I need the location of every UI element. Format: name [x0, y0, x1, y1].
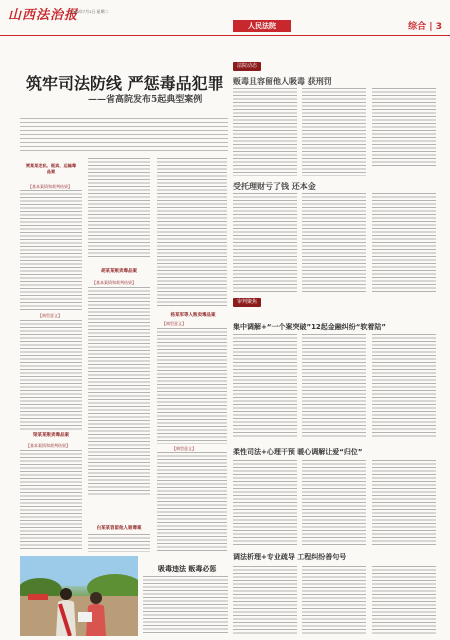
- main-subtitle: ——省高院发布5起典型案例: [88, 95, 203, 105]
- article2-col2: [302, 193, 366, 293]
- case3-tag: 【基本案情和裁判结果】: [92, 280, 136, 285]
- photo-illustration: [20, 556, 138, 636]
- col2-text-c: [88, 534, 150, 552]
- case1-body: [20, 190, 82, 310]
- masthead: [0, 0, 450, 36]
- photo-side-text: [143, 576, 228, 634]
- section-label-court-news: 法院动态: [233, 62, 261, 71]
- page-rubric: 综合 | 3: [408, 22, 442, 32]
- case1-heading: 贾某某走私、贩卖、运输毒品案: [25, 163, 77, 174]
- article2-title: 受托理财亏了钱 还本金: [233, 182, 316, 191]
- case4-significance: 【典型意义】: [172, 446, 196, 451]
- article1-title: 贩毒且容留他人吸毒 获刑罚: [233, 77, 332, 86]
- case4-heading: 杨某军等人贩卖毒品案: [170, 313, 216, 318]
- article3-col2: [302, 334, 366, 438]
- article4-col3: [372, 460, 436, 546]
- col3-text-b: [157, 328, 227, 444]
- section-label-trial-focus: 审判聚焦: [233, 298, 261, 307]
- case1-significance: 【典型意义】: [38, 313, 62, 318]
- col3-text-a: [157, 158, 227, 308]
- article5-title: 调法析理+专业疏导 工程纠纷善句号: [233, 553, 347, 561]
- article5-col2: [302, 566, 366, 636]
- article1-col1: [233, 88, 297, 176]
- case5-heading: 白某某容留他人吸毒案: [96, 526, 142, 531]
- col2-text-b: [88, 287, 150, 497]
- case2-tag: 【基本案情和裁判结果】: [26, 443, 70, 448]
- article2-col3: [372, 193, 436, 293]
- article3-title: 集中调解+“一个案突破”12起金融纠纷“软着陆”: [233, 323, 387, 331]
- case1-significance-body: [20, 320, 82, 432]
- col2-text-a: [88, 158, 150, 258]
- case4-tag: 【典型意义】: [162, 321, 186, 326]
- case1-tag: 【基本案情和裁判结果】: [28, 184, 72, 189]
- section-tag: 人民法院: [233, 20, 291, 32]
- article2-col1: [233, 193, 297, 293]
- article3-col1: [233, 334, 297, 438]
- intro-paragraph: [20, 118, 228, 154]
- article5-col1: [233, 566, 297, 636]
- photo-caption-heading: 吸毒违法 贩毒必惩: [158, 565, 217, 573]
- case2-body: [20, 450, 82, 550]
- article1-col2: [302, 88, 366, 176]
- article4-col2: [302, 460, 366, 546]
- article3-col3: [372, 334, 436, 438]
- article4-title: 柔性司法+心理干预 暖心调解让爱“归位”: [233, 448, 363, 456]
- case2-heading: 梁某某贩卖毒品案: [33, 433, 69, 438]
- dateline: 2025年7月1日 星期二: [70, 9, 109, 14]
- case3-heading: 胡某某贩卖毒品案: [101, 269, 137, 274]
- main-headline: 筑牢司法防线 严惩毒品犯罪: [26, 74, 224, 93]
- article1-col3: [372, 88, 436, 168]
- article4-col1: [233, 460, 297, 546]
- newspaper-logo: 山西法治报: [8, 8, 79, 23]
- article5-col3: [372, 566, 436, 636]
- col3-text-c: [157, 452, 227, 552]
- news-photo: [20, 556, 138, 636]
